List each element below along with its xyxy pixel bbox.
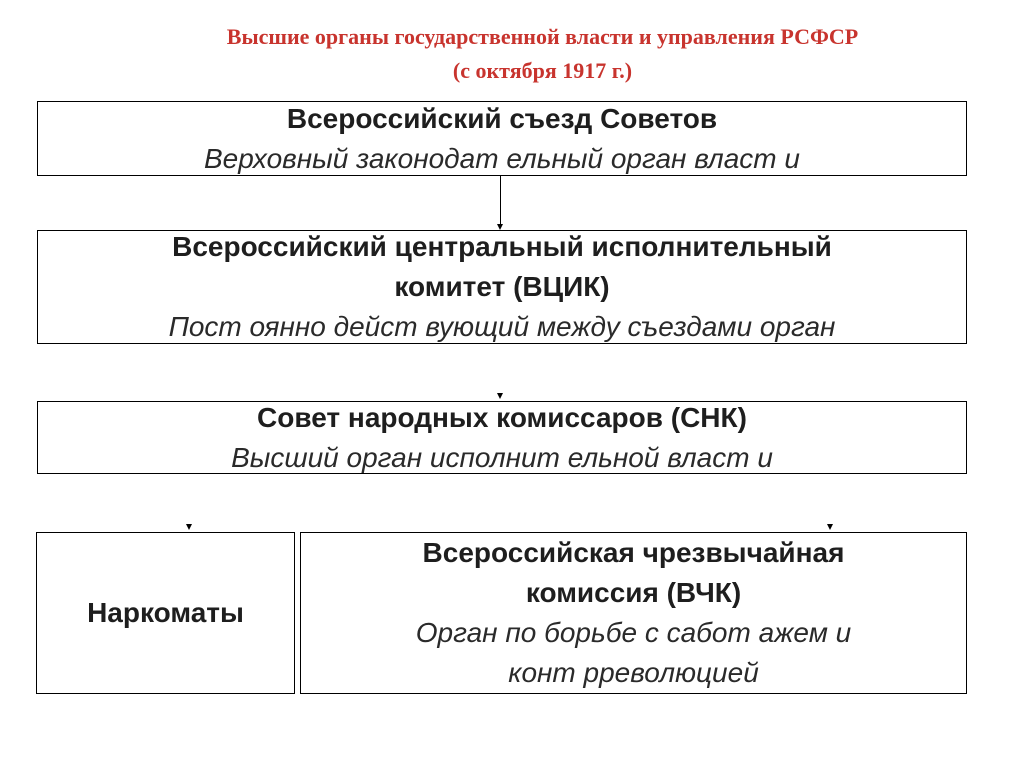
snk-name: Совет народных комиссаров (СНК) xyxy=(257,401,747,433)
title-line-2: (с октября 1917 г.) xyxy=(452,58,633,83)
narkomaty-name: Наркоматы xyxy=(87,597,244,628)
vchk-box xyxy=(300,532,967,694)
arrow-head-snk-narkomaty xyxy=(186,524,192,530)
congress-name: Всероссийский съезд Советов xyxy=(286,102,718,134)
title-line-1: Высшие органы государственной власти и управления РСФСР xyxy=(226,24,859,49)
snk-desc: Высший орган исполнит ельной власт и xyxy=(231,441,773,473)
vtsik-box xyxy=(37,230,967,344)
vchk-name-line-1: Всероссийская чрезвычайная xyxy=(422,537,845,568)
snk-box xyxy=(37,401,967,474)
narkomaty-box xyxy=(36,532,295,694)
arrow-congress-vtsik xyxy=(500,176,501,224)
vchk-desc-line-2: конт рреволюцией xyxy=(508,657,759,688)
diagram-title xyxy=(0,20,1024,88)
vchk-name-line-2: комиссия (ВЧК) xyxy=(525,577,742,608)
congress-box xyxy=(37,101,967,176)
vchk-desc-line-1: Орган по борьбе с сабот ажем и xyxy=(415,617,852,648)
vtsik-name-line-2: комитет (ВЦИК) xyxy=(394,271,610,302)
arrow-head-snk-vchk xyxy=(827,524,833,530)
congress-desc: Верховный законодат ельный орган власт и xyxy=(204,142,800,174)
vtsik-desc: Пост оянно дейст вующий между съездами орган xyxy=(168,311,836,342)
vtsik-name-line-1: Всероссийский центральный исполнительный xyxy=(172,231,832,262)
